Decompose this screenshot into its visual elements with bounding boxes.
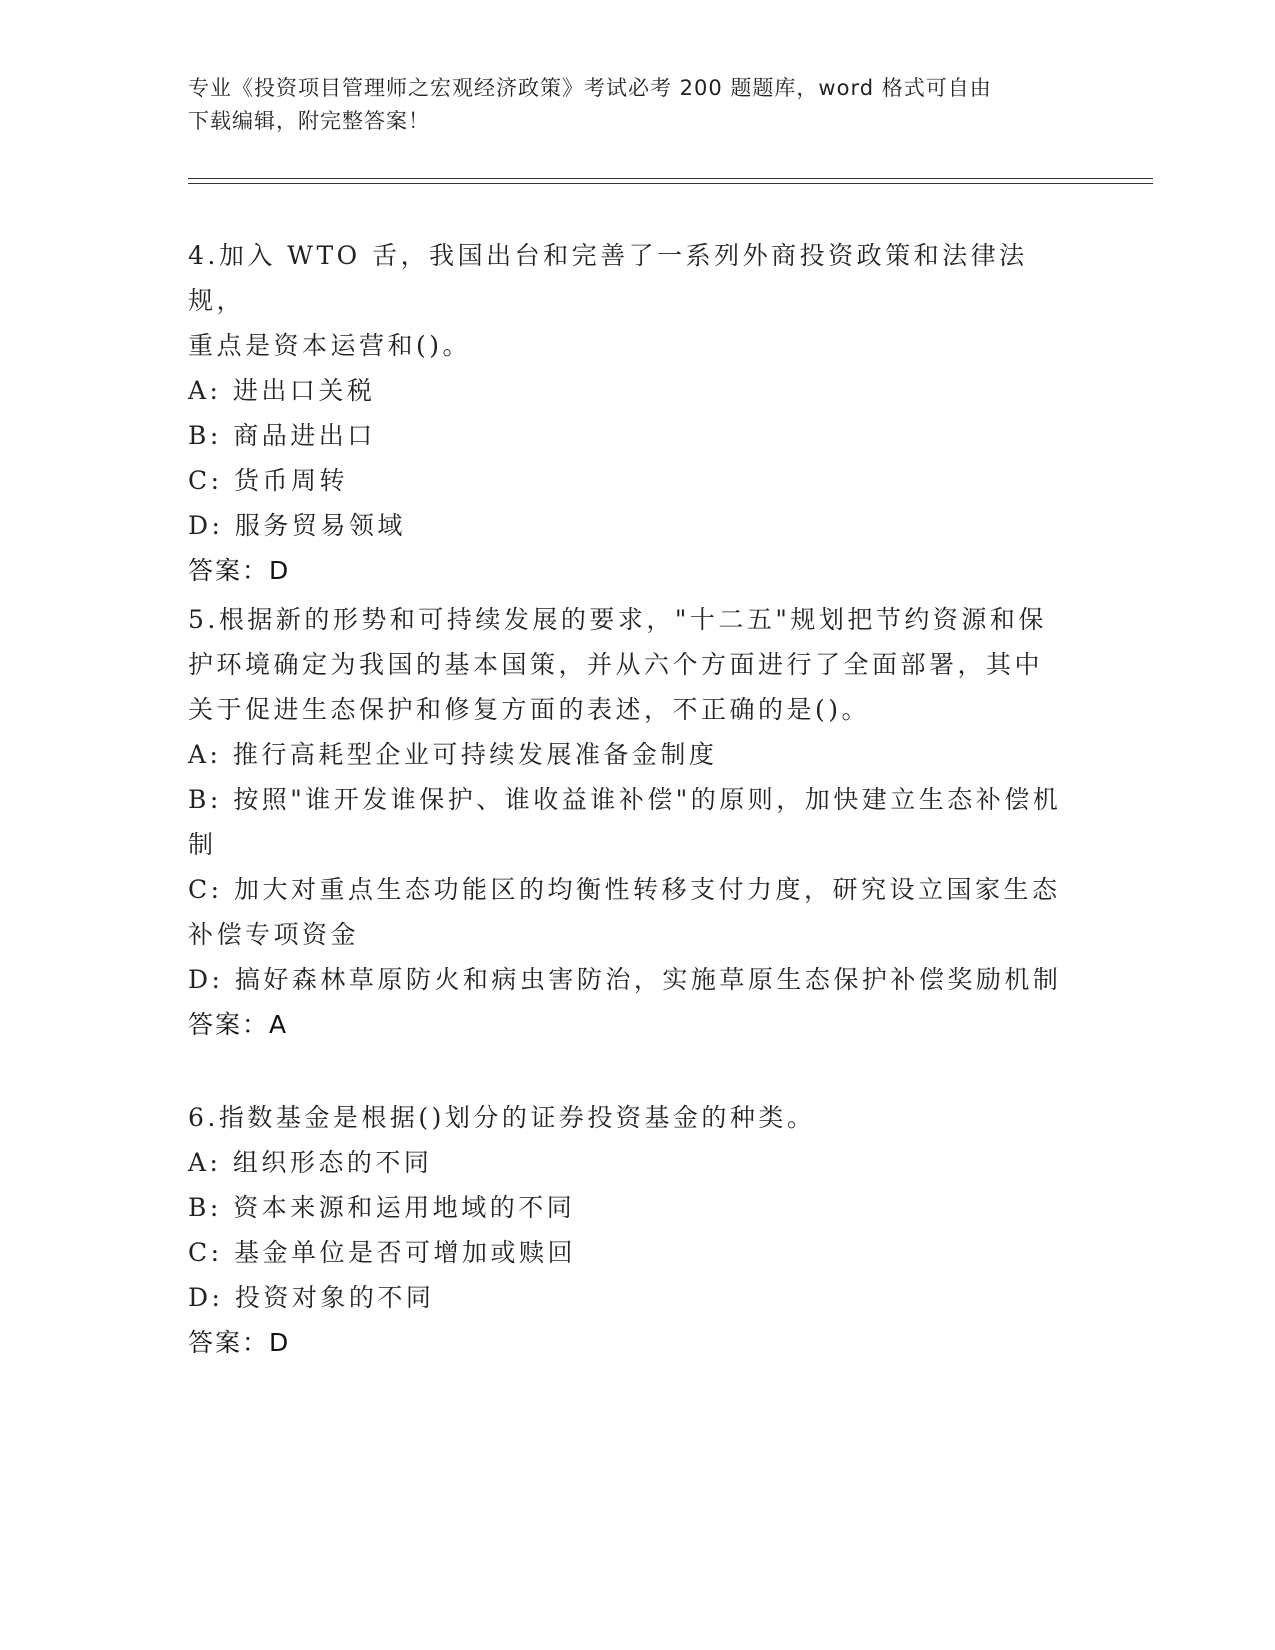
- option-b: B: 资本来源和运用地域的不同: [188, 1193, 576, 1222]
- option-c: C: 加大对重点生态功能区的均衡性转移支付力度，研究设立国家生态: [188, 875, 1061, 904]
- document-header: [188, 72, 1068, 138]
- option-d: D: 搞好森林草原防火和病虫害防治，实施草原生态保护补偿奖励机制: [188, 965, 1062, 994]
- question-6: [188, 1095, 1068, 1365]
- answer-line: 答案：D: [188, 556, 291, 585]
- question-5: [188, 597, 1068, 1047]
- header-line-2: 下载编辑，附完整答案！: [188, 109, 430, 133]
- option-d: D: 服务贸易领域: [188, 511, 406, 540]
- header-rule-bottom: [188, 183, 1153, 184]
- header-line-1: 专业《投资项目管理师之宏观经济政策》考试必考 200 题题库，word 格式可自由: [188, 76, 992, 100]
- option-b-continued: 制: [188, 830, 217, 859]
- question-stem-line: 4.加入 WTO 舌，我国出台和完善了一系列外商投资政策和法律法规，: [188, 241, 1028, 315]
- option-b: B: 商品进出口: [188, 421, 376, 450]
- answer-line: 答案：D: [188, 1328, 291, 1357]
- question-stem-line: 护环境确定为我国的基本国策，并从六个方面进行了全面部署，其中: [188, 650, 1044, 679]
- answer-line: 答案：A: [188, 1010, 289, 1039]
- option-c: C: 基金单位是否可增加或赎回: [188, 1238, 576, 1267]
- option-b: B: 按照"谁开发谁保护、谁收益谁补偿"的原则，加快建立生态补偿机: [188, 785, 1062, 814]
- option-c-continued: 补偿专项资金: [188, 920, 360, 949]
- option-c: C: 货币周转: [188, 466, 348, 495]
- option-a: A: 组织形态的不同: [188, 1148, 433, 1177]
- option-d: D: 投资对象的不同: [188, 1283, 435, 1312]
- question-4: [188, 233, 1068, 593]
- option-a: A: 进出口关税: [188, 376, 376, 405]
- option-a: A: 推行高耗型企业可持续发展准备金制度: [188, 740, 718, 769]
- header-rule-top: [188, 178, 1153, 179]
- question-stem-line: 重点是资本运营和()。: [188, 331, 472, 360]
- question-stem-line: 5.根据新的形势和可持续发展的要求，"十二五"规划把节约资源和保: [188, 605, 1047, 634]
- question-stem-line: 关于促进生态保护和修复方面的表述，不正确的是()。: [188, 695, 871, 724]
- question-stem-line: 6.指数基金是根据()划分的证券投资基金的种类。: [188, 1103, 816, 1132]
